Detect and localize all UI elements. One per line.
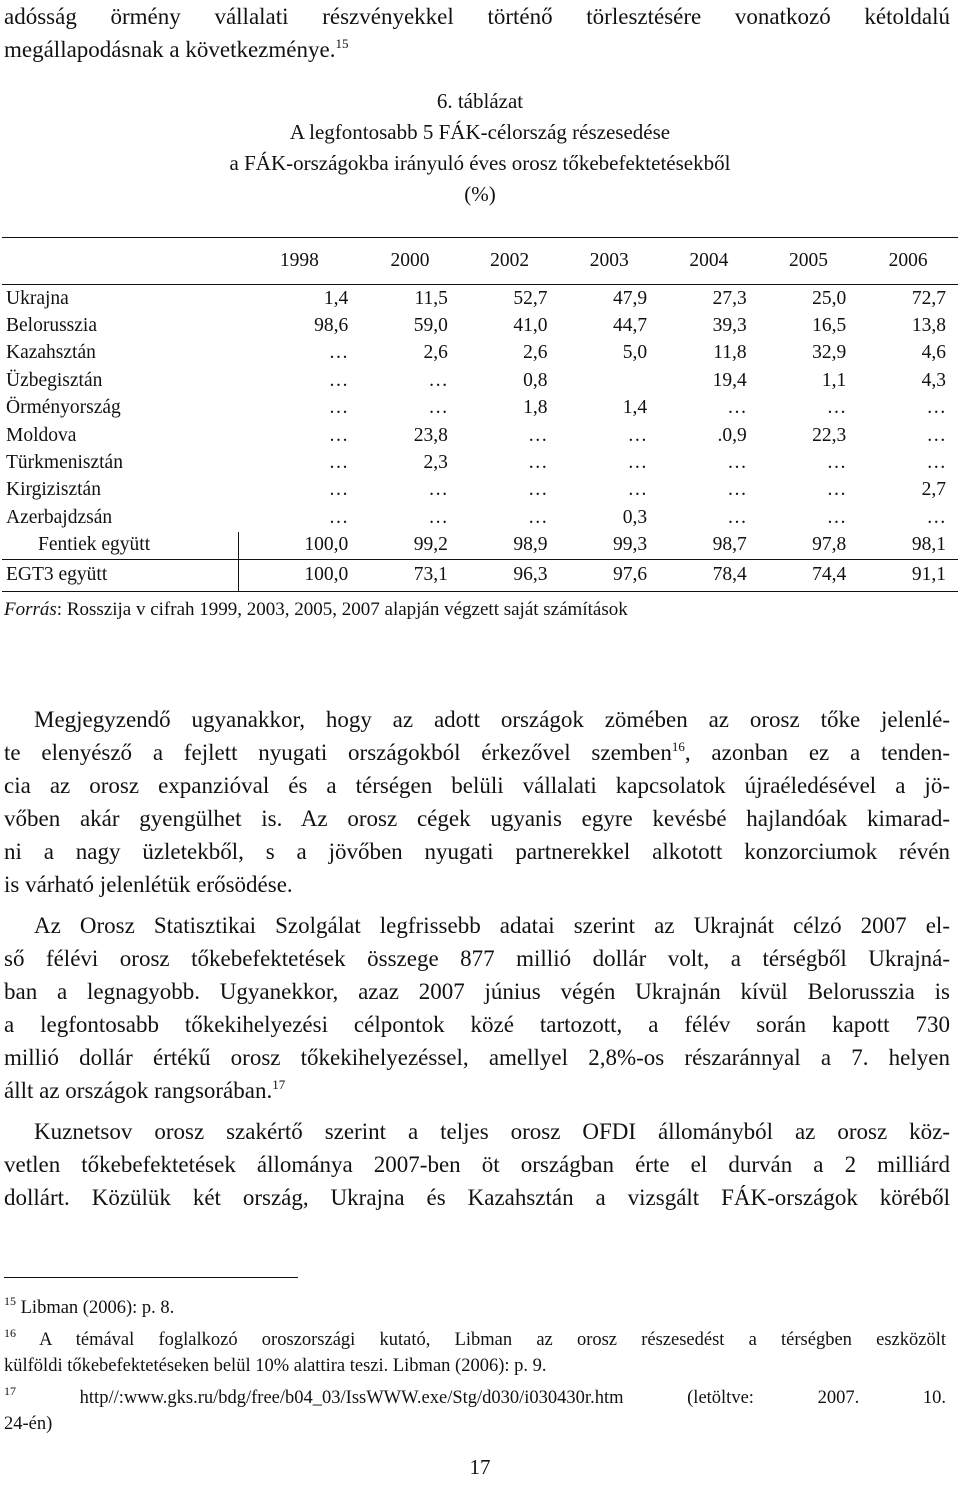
- header-year: 1998: [239, 238, 361, 285]
- table-cell: …: [428, 397, 448, 419]
- table-cell: …: [527, 424, 548, 446]
- table-cell: 23,8: [413, 424, 448, 446]
- table-cell: 100,0: [239, 532, 361, 560]
- table-row: [2, 312, 958, 339]
- footnote-separator: [4, 1277, 298, 1278]
- footnote-line: [4, 1327, 946, 1353]
- footnote-number: 15: [4, 1294, 16, 1308]
- table-cell: 39,3: [712, 315, 747, 337]
- table-cell: 73,1: [360, 559, 460, 591]
- table-cell: …: [328, 342, 349, 364]
- footnote-15: [4, 1295, 946, 1321]
- table-cell: …: [627, 424, 648, 446]
- table-cell: 1,8: [523, 397, 548, 419]
- footnote-line: 24-én): [4, 1414, 53, 1434]
- table-cell: …: [727, 397, 747, 419]
- header-year: 2003: [559, 238, 659, 285]
- row-label: Azerbajdzsán: [6, 506, 113, 528]
- footnote-line: külföldi tőkebefektetéseken belül 10% alattira teszi. Libman (2006): p. 9.: [4, 1356, 547, 1376]
- table-cell: 19,4: [712, 369, 747, 391]
- body-text: [4, 703, 950, 1214]
- table-cell: …: [328, 452, 349, 474]
- table-cell: 97,8: [759, 532, 859, 560]
- table-cell: 74,4: [759, 559, 859, 591]
- table-cell: 98,9: [460, 532, 560, 560]
- table-cell: 2,6: [523, 342, 548, 364]
- table-row: [2, 477, 958, 504]
- intro-line: adósság örmény vállalati részvényekkel történő törlesztésére vonatkozó kétoldalú: [4, 4, 950, 29]
- table-row: [2, 504, 958, 531]
- table-row: [2, 367, 958, 394]
- paragraph: [4, 1115, 950, 1214]
- text-line: ső félévi orosz tőkebefektetések összege 877 millió dollár volt, a térségből Ukrajná-: [4, 946, 950, 971]
- footnote-16: [4, 1327, 946, 1379]
- table-cell: …: [826, 479, 847, 501]
- text-line: [4, 736, 950, 769]
- intro-paragraph: [4, 0, 950, 66]
- table-header-row: [2, 238, 958, 285]
- table-cell: 78,4: [659, 559, 759, 591]
- page-number: 17: [469, 1455, 491, 1479]
- table-cell: …: [826, 506, 847, 528]
- table-cell: …: [926, 452, 946, 474]
- table-cell: …: [926, 424, 946, 446]
- footnote-url[interactable]: http//:www.gks.ru/bdg/free/b04_03/IssWWW.exe/Stg/d030/i030430r.htm (letöltve: 2007. 10.: [16, 1388, 946, 1408]
- table-cell: …: [627, 479, 648, 501]
- text-line: vetlen tőkebefektetések állománya 2007-ben öt országban érte el durván a 2 milliárd: [4, 1152, 950, 1177]
- table-source: [4, 599, 628, 621]
- footnote-line: [4, 1385, 946, 1411]
- table-cell: 4,6: [921, 342, 946, 364]
- table-cell: …: [428, 369, 448, 391]
- table-row: [2, 532, 958, 560]
- table-cell: …: [627, 452, 648, 474]
- table-cell: …: [527, 506, 548, 528]
- table-cell: 96,3: [460, 559, 560, 591]
- text-line: cia az orosz expanzióval és a térségen belüli vállalati kapcsolatok újraéledésével a jö-: [4, 773, 950, 798]
- table-cell: 1,4: [622, 397, 648, 419]
- header-empty-cell: [2, 238, 239, 285]
- text-line: ni a nagy üzletekből, s a jövőben nyugati partnerekkel alkotott konzorciumok révén: [4, 839, 950, 864]
- row-label: Moldova: [6, 424, 77, 446]
- table-row: [2, 559, 958, 591]
- table-cell: …: [826, 397, 847, 419]
- table-cell: …: [428, 479, 448, 501]
- footnote-number: 17: [4, 1384, 16, 1398]
- text-line: is várható jelenlétük erősödése.: [4, 872, 293, 897]
- table-cell: 0,8: [523, 369, 548, 391]
- table-cell: 0,3: [622, 506, 648, 528]
- text-line: a legfontosabb tőkekihelyezési célpontok közé tartozott, a félév során kapott 730: [4, 1012, 950, 1037]
- header-year: 2004: [659, 238, 759, 285]
- table-cell: 98,7: [659, 532, 759, 560]
- table-row: [2, 285, 958, 313]
- table-cell: …: [826, 452, 847, 474]
- table-cell: 11,5: [414, 287, 448, 309]
- table-cell: 1,4: [323, 287, 349, 309]
- row-label: Belorusszia: [6, 315, 97, 337]
- table-cell: 1,1: [821, 369, 847, 391]
- table-title-line: a FÁK-országokba irányuló éves orosz tőkebefektetésekből: [229, 151, 731, 175]
- table-cell: 100,0: [239, 559, 361, 591]
- header-year: 2005: [759, 238, 859, 285]
- row-label: Örményország: [6, 397, 121, 419]
- table-cell: 22,3: [812, 424, 847, 446]
- table-cell: 52,7: [513, 287, 548, 309]
- text-line: ban a legnagyobb. Ugyanekkor, azaz 2007 június végén Ukrajnán kívül Belorusszia is: [4, 979, 950, 1004]
- source-text: : Rosszija v cifrah 1999, 2003, 2005, 2007 alapján végzett saját számítások: [56, 599, 628, 620]
- table-cell: 44,7: [612, 315, 648, 337]
- table-cell: 11,8: [713, 342, 747, 364]
- table-row: [2, 395, 958, 422]
- table-cell: …: [527, 452, 548, 474]
- paragraph: [4, 703, 950, 901]
- table-cell: 2,3: [423, 452, 448, 474]
- table-cell: 41,0: [513, 315, 548, 337]
- table-cell: …: [727, 452, 747, 474]
- table-cell: …: [428, 506, 448, 528]
- text-line: Az Orosz Statisztikai Szolgálat legfrissebb adatai szerint az Ukrajnát célzó 2007 el-: [34, 913, 950, 938]
- table-cell: …: [926, 397, 946, 419]
- table-cell: 25,0: [812, 287, 847, 309]
- row-label: Fentiek együtt: [2, 532, 239, 560]
- table-cell: …: [527, 479, 548, 501]
- intro-line: [4, 33, 950, 66]
- table-cell: 32,9: [812, 342, 847, 364]
- text-line: millió dollár értékű orosz tőkekihelyezéssel, amellyel 2,8%-os részaránnyal a 7. helyen: [4, 1045, 950, 1070]
- table-title-line: A legfontosabb 5 FÁK-célország részesedése: [289, 120, 671, 144]
- table-cell: 99,3: [559, 532, 659, 560]
- source-label: Forrás: [4, 599, 57, 620]
- footnote-ref[interactable]: 15: [335, 36, 349, 51]
- table-row: [2, 422, 958, 449]
- table-cell: …: [328, 479, 349, 501]
- table-row: [2, 449, 958, 476]
- row-label: Kirgizisztán: [6, 479, 101, 501]
- table-row: [2, 340, 958, 367]
- text-line: dollárt. Közülük két ország, Ukrajna és Kazahsztán a vizsgált FÁK-országok köréből: [4, 1185, 950, 1210]
- row-label: Üzbegisztán: [6, 369, 103, 391]
- footnote-text: Libman (2006): p. 8.: [16, 1298, 175, 1318]
- footnote-17: [4, 1385, 946, 1437]
- table-cell: 47,9: [612, 287, 648, 309]
- row-label: Ukrajna: [6, 287, 69, 309]
- table-cell: 91,1: [858, 559, 958, 591]
- table-body: [2, 285, 958, 592]
- table-cell: …: [328, 369, 349, 391]
- row-label: Türkmenisztán: [6, 452, 123, 474]
- table-cell: …: [328, 424, 349, 446]
- table-cell: 4,3: [921, 369, 946, 391]
- text-line-part: , azonban ez a tenden-: [684, 740, 951, 765]
- footnote-ref[interactable]: 16: [671, 739, 685, 754]
- table-cell: 99,2: [360, 532, 460, 560]
- table-cell: 13,8: [911, 315, 946, 337]
- table-cell: .0,9: [717, 424, 747, 446]
- row-label: EGT3 együtt: [2, 559, 239, 591]
- text-line-part: állt az országok rangsorában.: [4, 1078, 273, 1103]
- table-caption: [0, 86, 960, 210]
- text-line: Megjegyzendő ugyanakkor, hogy az adott országok zömében az orosz tőke jelenlé-: [34, 707, 950, 732]
- header-year: 2000: [360, 238, 460, 285]
- header-year: 2006: [858, 238, 958, 285]
- intro-line-text: megállapodásnak a következménye.: [4, 37, 336, 62]
- text-line: Kuznetsov orosz szakértő szerint a teljes orosz OFDI állományból az orosz köz-: [34, 1119, 950, 1144]
- table-cell: 98,6: [314, 315, 349, 337]
- table-number: 6. táblázat: [436, 89, 524, 113]
- table-cell: …: [727, 506, 747, 528]
- table-cell: [559, 367, 659, 394]
- table-cell: 97,6: [559, 559, 659, 591]
- footnote-ref[interactable]: 17: [272, 1077, 286, 1092]
- header-year: 2002: [460, 238, 560, 285]
- table-cell: 2,7: [921, 479, 946, 501]
- table-cell: 16,5: [812, 315, 847, 337]
- table-cell: 27,3: [712, 287, 747, 309]
- paragraph: [4, 909, 950, 1107]
- table-cell: 72,7: [911, 287, 946, 309]
- text-line-part: te elenyésző a fejlett nyugati országokból érkezővel szemben: [4, 740, 672, 765]
- footnote-number: 16: [4, 1326, 16, 1340]
- footnote-text: A témával foglalkozó oroszországi kutató, Libman az orosz részesedést a térségben eszközölt: [16, 1330, 946, 1350]
- table-cell: …: [926, 506, 946, 528]
- footnotes: [4, 1295, 946, 1443]
- text-line: vőben akár gyengülhet is. Az orosz cégek ugyanis egyre kevésbé hajlandóak kimarad-: [4, 806, 950, 831]
- table-cell: …: [727, 479, 747, 501]
- table-cell: 98,1: [858, 532, 958, 560]
- table-cell: 5,0: [622, 342, 648, 364]
- table-cell: 59,0: [413, 315, 448, 337]
- row-label: Kazahsztán: [6, 342, 96, 364]
- table-unit: (%): [464, 182, 496, 206]
- table-cell: 2,6: [423, 342, 448, 364]
- text-line: [4, 1074, 950, 1107]
- table-cell: …: [328, 397, 349, 419]
- table-cell: …: [328, 506, 349, 528]
- data-table: [2, 237, 958, 592]
